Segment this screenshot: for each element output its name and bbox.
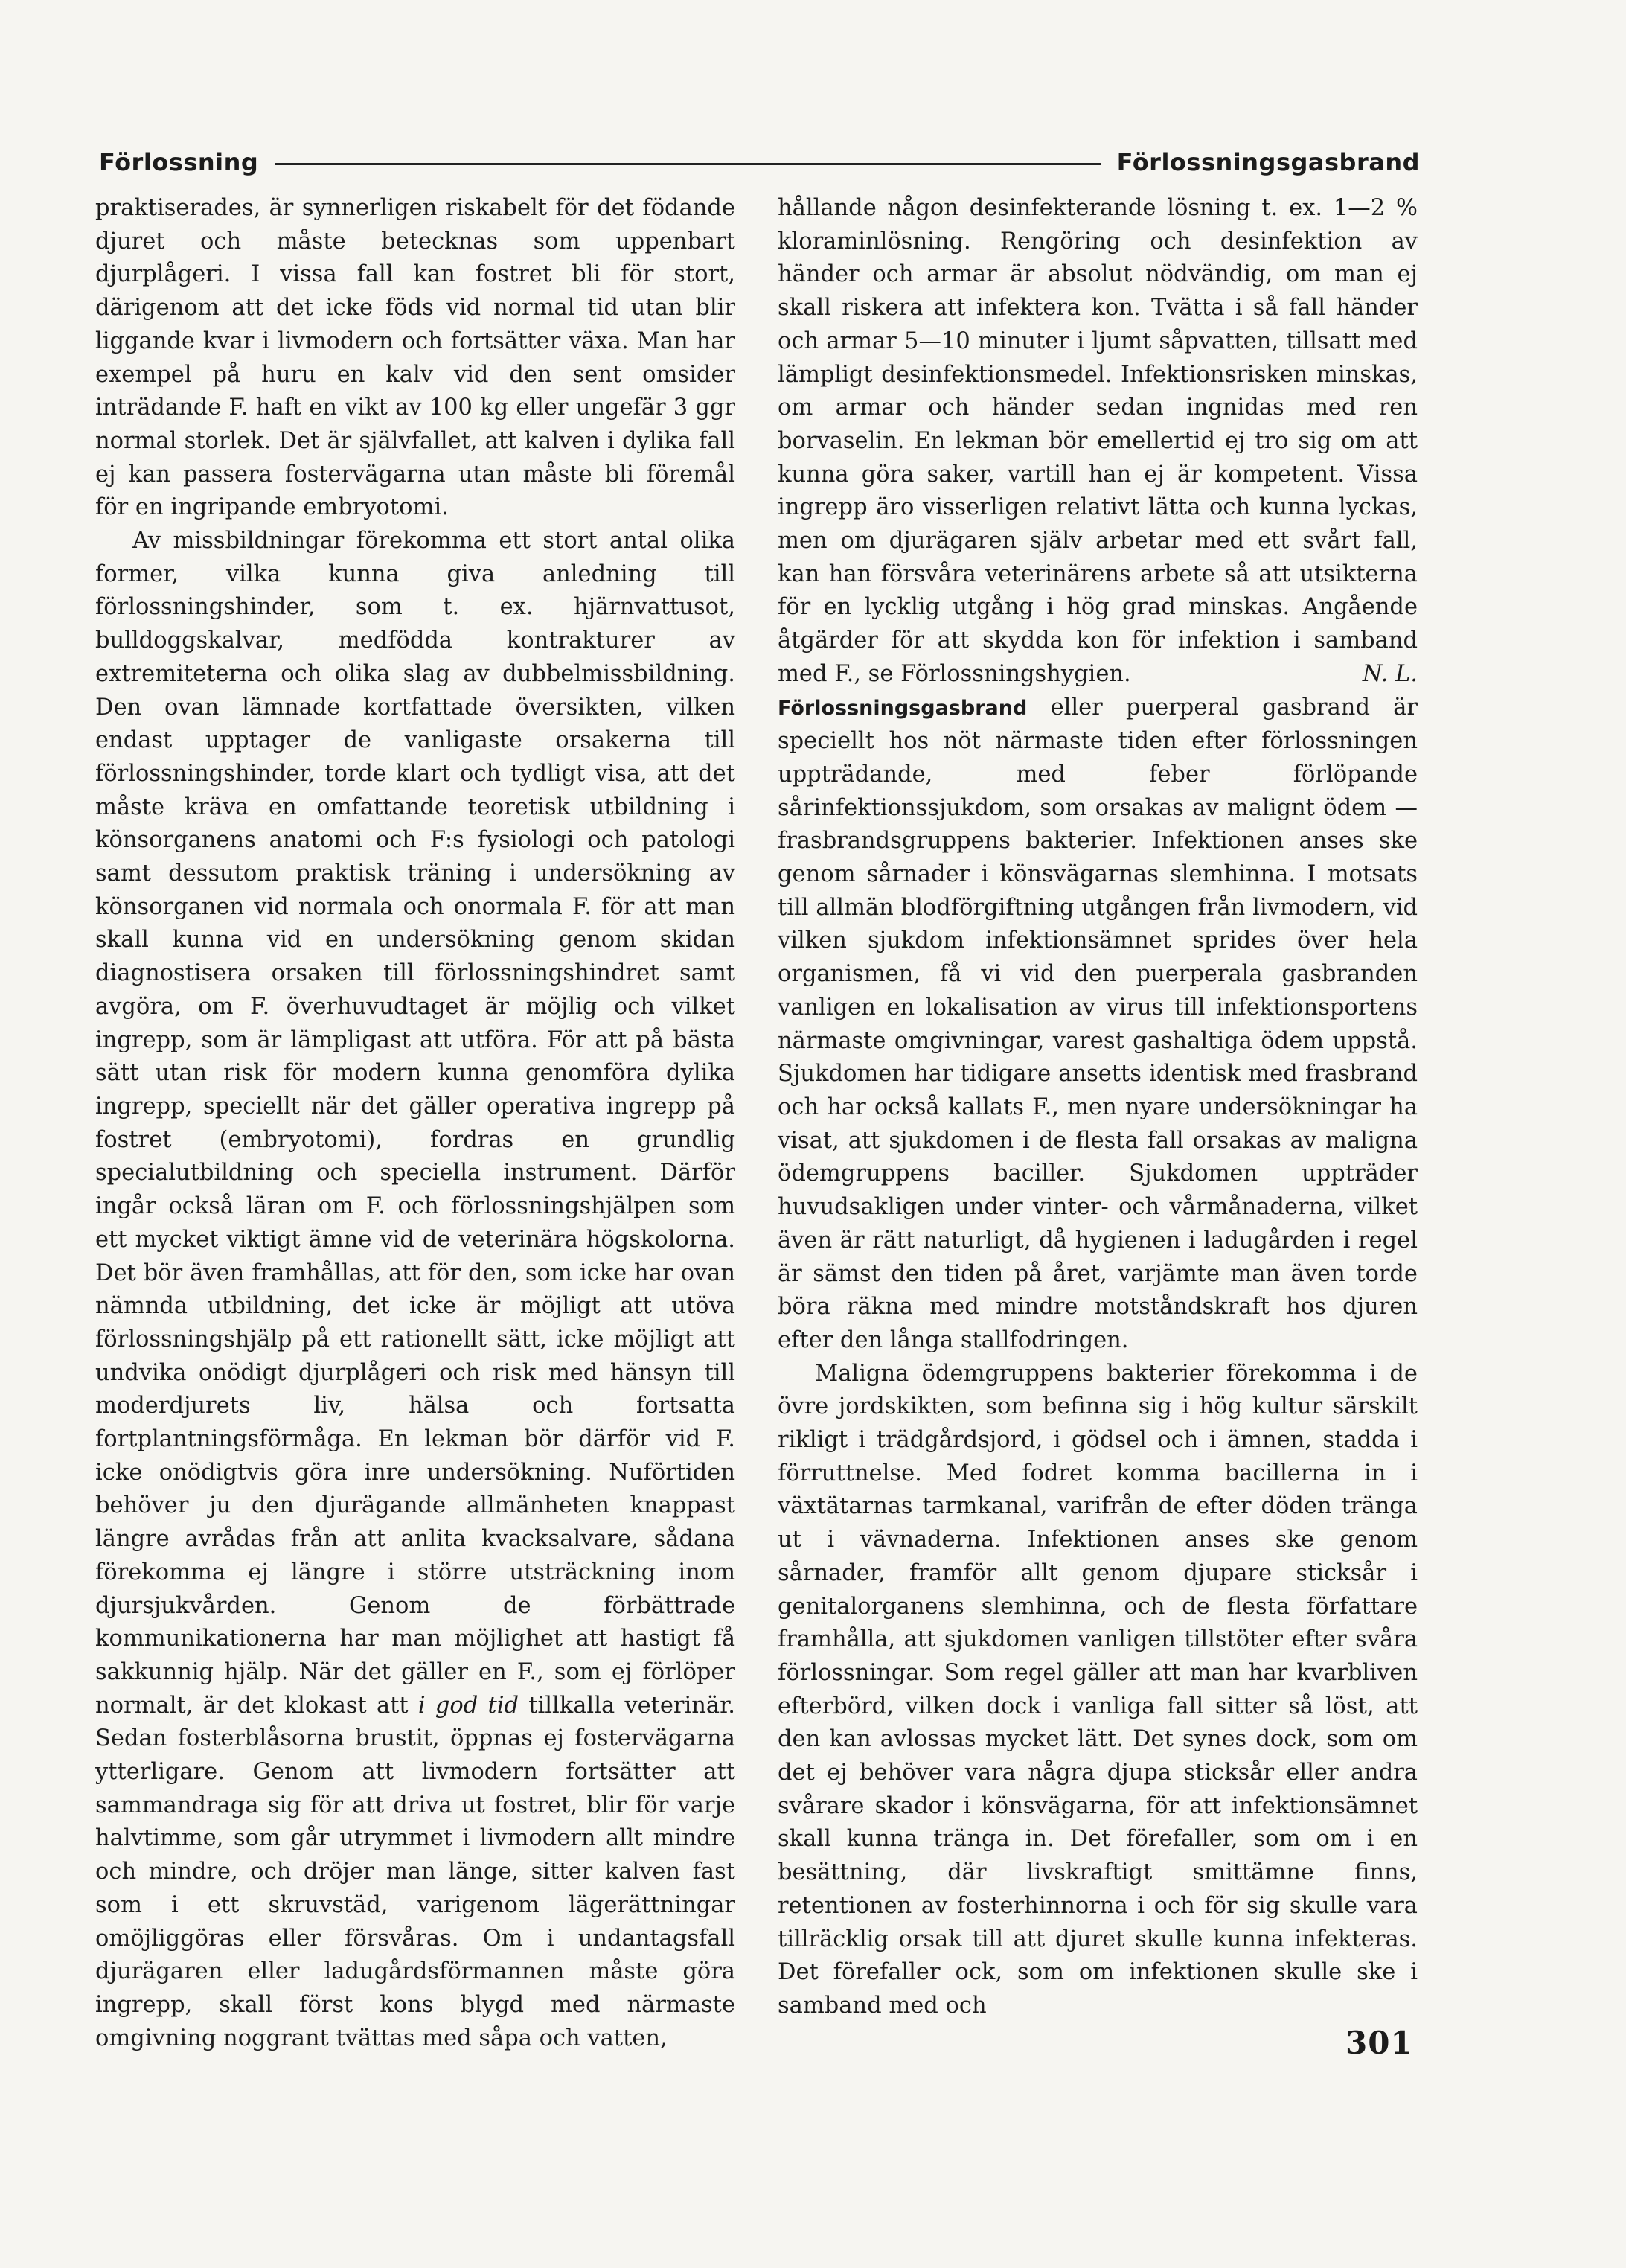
paragraph: Maligna ödemgruppens bakterier förekomma i de övre jordskikten, som befinna sig i hög kultur särskilt rikligt i trädgårdsjord, i gödsel och i ämnen, stadda i förruttnelse. Med fodret komma bacillerna in i växtätarnas tarmkanal, varifrån de efter döden tränga ut i vävnaderna. Infektionen anses ske genom sårnader, framför allt genom djupare sticksår i genitalorganens slemhinna, och de flesta författare framhålla, att sjukdomen vanligen tillstöter efter svåra förlossningar. Som regel gäller att man har kvarbliven efterbörd, vilken dock i vanliga fall sitter så löst, att den kan avlossas mycket lätt. Det synes dock, som om det ej behöver vara några djupa sticksår eller andra svårare skador i könsvägarna, för att infektionsämnet skall kunna tränga in. Det förefaller, som om i en besättning, där livskraftigt smittämne finns, retentionen av fosterhinnorna i och för sig skulle vara tillräcklig orsak till att djuret skulle kunna infekteras. Det förefaller ock, som om infektionen skulle ske i samband med och bbox=[778, 1360, 1418, 2019]
page-number: 301 bbox=[1345, 2025, 1413, 2061]
paragraph-text: hållande någon desinfekterande lösning t. ex. 1—2 % kloraminlösning. Rengöring och desinfektion av händer och armar är absolut nödvändig, om man ej skall riskera att infektera kon. Tvätta i så fall händer och armar 5—10 minuter i ljumt såpvatten, tillsatt med lämpligt desinfektionsmedel. Infektionsrisken minskas, om armar och händer sedan ingnidas med ren borvaselin. En lekman bör emellertid ej tro sig om att kunna göra saker, vartill han ej är kompetent. Vissa ingrepp äro visserligen relativt lätta och kunna lyckas, men om djurägaren själv arbetar med ett svårt fall, kan han försvåra veterinärens arbete så att utsikterna för en lycklig utgång i hög grad minskas. Angående åtgärder för att skydda kon för infektion i samband med F., se Förlossningshygien. bbox=[778, 195, 1418, 687]
right-column bbox=[778, 192, 1418, 2023]
running-header bbox=[99, 141, 1420, 183]
emphasis-text: i god tid bbox=[417, 1692, 519, 1719]
header-rule bbox=[275, 163, 1100, 165]
paragraph: praktiserades, är synnerligen riskabelt för det födande djuret och måste betecknas som uppenbart djurplågeri. I vissa fall kan fostret bli för stort, därigenom att det icke föds vid normal tid utan blir liggande kvar i livmodern och fortsätter växa. Man har exempel på huru en kalv vid den sent omsider inträdande F. haft en vikt av 100 kg eller ungefär 3 ggr normal storlek. Det är självfallet, att kalven i dylika fall ej kan passera fostervägarna utan måste bli föremål för en ingripande embryotomi. bbox=[95, 195, 735, 521]
header-right-title: Förlossningsgasbrand bbox=[1116, 148, 1420, 176]
paragraph-text: Av missbildningar förekomma ett stort antal olika former, vilka kunna giva anledning till förlossningshinder, som t. ex. hjärnvattusot, bulldoggskalvar, medfödda kontrakturer av extremiteterna och olika slag av dubbelmissbildning. Den ovan lämnade kortfattade översikten, vilken endast upptager de vanligaste orsakerna till förlossningshinder, torde klart och tydligt visa, att det måste kräva en omfattande teoretisk utbildning i könsorganens anatomi och F:s fysiologi och patologi samt dessutom praktisk träning i undersökning av könsorganen vid normala och onormala F. för att man skall kunna vid en undersökning genom skidan diagnostisera orsaken till förlossningshindret samt avgöra, om F. överhuvudtaget är möjlig och vilket ingrepp, som är lämpligast att utföra. För att på bästa sätt utan risk för modern kunna genomföra dylika ingrepp, speciellt när det gäller operativa ingrepp på fostret (embryotomi), fordras en grundlig specialutbildning och speciella instrument. Därför ingår också läran om F. och förlossningshjälpen som ett mycket viktigt ämne vid de veterinära högskolorna. Det bör även framhållas, att för den, som icke har ovan nämnda utbildning, det icke är möjligt att utöva förlossningshjälp på ett rationellt sätt, icke möjligt att undvika onödigt djurplågeri och risk med hänsyn till moderdjurets liv, hälsa och fortsatta fortplantningsförmåga. En lekman bör därför vid F. icke onödigtvis göra inre undersökning. Nuförtiden behöver ju den djurägande allmänheten knappast längre avrådas från att anlita kvacksalvare, sådana förekomma ej längre i större utsträckning inom djursjukvården. Genom de förbättrade kommunikationerna har man möjlighet att hastigt få sakkunnig hjälp. När det gäller en F., som ej förlöper normalt, är det klokast att bbox=[95, 528, 735, 1719]
author-signature: N. L. bbox=[1362, 660, 1418, 687]
paragraph bbox=[95, 525, 735, 2055]
paragraph-text: eller puerperal gasbrand är speciellt hos nöt närmaste tiden efter förlossningen uppträdande, med feber förlöpande sårinfektionssjukdom, som orsakas av malignt ödem — frasbrandsgruppens bakterier. Infektionen anses ske genom sårnader i könsvägarnas slemhinna. I motsats till allmän blodförgiftning utgången från livmodern, vid vilken sjukdom infektionsämnet sprides över hela organismen, få vi vid den puerperala gasbranden vanligen en lokalisation av virus till infektionsportens närmaste omgivningar, varest gashaltiga ödem uppstå. Sjukdomen har tidigare ansetts identisk med frasbrand och har också kallats F., men nyare undersökningar ha visat, att sjukdomen i de flesta fall orsakas av maligna ödemgruppens baciller. Sjukdomen uppträder huvudsakligen under vinter- och vårmånaderna, vilket även är rätt naturligt, då hygienen i ladugården i regel är sämst den tiden på året, varjämte man även torde böra räkna med mindre motståndskraft hos djuren efter den långa stallfodringen. bbox=[778, 694, 1418, 1353]
entry-term: Förlossningsgasbrand bbox=[778, 696, 1028, 720]
paragraph-text: tillkalla veterinär. Sedan fosterblåsorna brustit, öppnas ej fostervägarna ytterligare. Genom att livmodern fortsätter att sammandraga sig för att driva ut fostret, blir för varje halvtimme, som går utrymmet i livmodern allt mindre och mindre, och dröjer man länge, sitter kalven fast som i ett skruvstäd, varigenom lägerättningar omöjliggöras eller försvåras. Om i undantagsfall djurägaren eller ladugårdsförmannen måste göra ingrepp, skall först kons blygd med närmaste omgivning noggrant tvättas med såpa och vatten, bbox=[95, 1692, 736, 2051]
paragraph bbox=[778, 691, 1418, 1358]
left-column bbox=[95, 192, 735, 2055]
paragraph bbox=[778, 192, 1418, 691]
header-left-title: Förlossning bbox=[99, 148, 259, 176]
